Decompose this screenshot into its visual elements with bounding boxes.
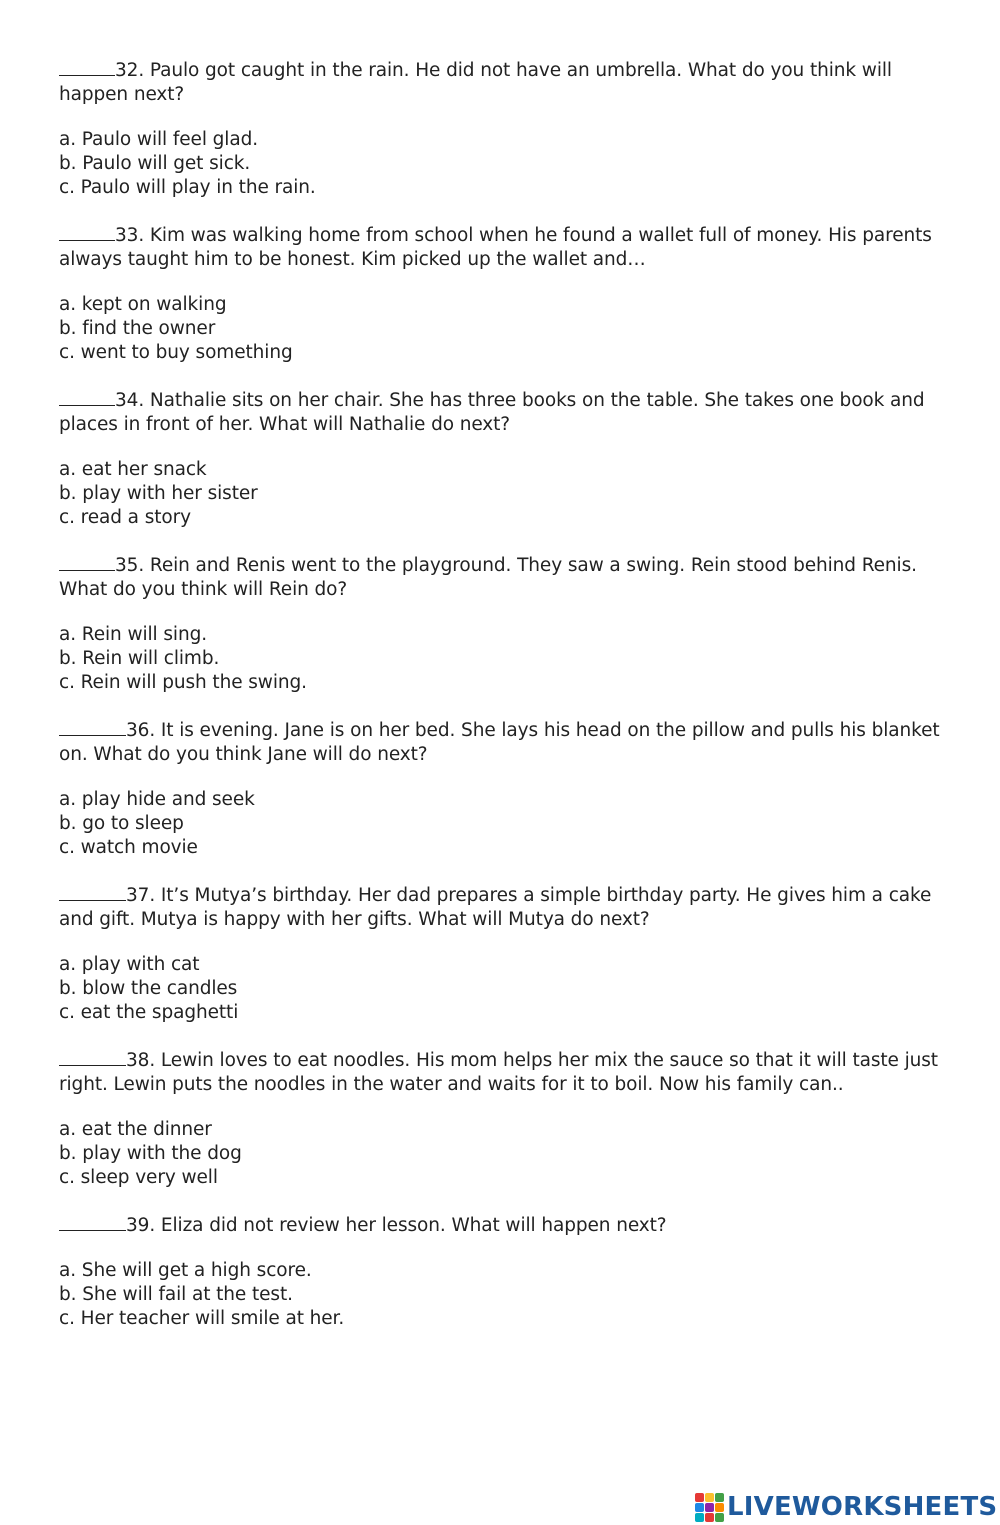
question-text: Eliza did not review her lesson. What will happen next? — [155, 1215, 667, 1236]
option-a: a. Rein will sing. — [59, 624, 208, 645]
question-34 — [59, 388, 949, 530]
question-number: 34. — [115, 390, 145, 411]
answer-blank[interactable] — [59, 58, 115, 76]
option-a: a. play hide and seek — [59, 789, 255, 810]
options-list — [59, 953, 949, 1025]
question-38 — [59, 1048, 949, 1190]
logo-tile — [695, 1493, 704, 1502]
option-b: b. Paulo will get sick. — [59, 153, 251, 174]
question-33 — [59, 223, 949, 365]
option-c: c. sleep very well — [59, 1167, 218, 1188]
question-text: Rein and Renis went to the playground. They saw a swing. Rein stood behind Renis. What do you think will Rein do? — [59, 555, 917, 600]
logo-text: LIVEWORKSHEETS — [727, 1492, 998, 1522]
answer-blank[interactable] — [59, 388, 115, 406]
question-prompt — [59, 223, 949, 272]
answer-blank[interactable] — [59, 718, 126, 736]
option-c: c. went to buy something — [59, 342, 293, 363]
question-37 — [59, 883, 949, 1025]
question-39 — [59, 1213, 949, 1331]
question-text: Lewin loves to eat noodles. His mom helps her mix the sauce so that it will taste just right. Lewin puts the noodles in the water and waits for it to boil. Now his family can.. — [59, 1050, 938, 1095]
logo-tile — [695, 1503, 704, 1512]
question-text: It is evening. Jane is on her bed. She lays his head on the pillow and pulls his blanket on. What do you think Jane will do next? — [59, 720, 940, 765]
options-list — [59, 128, 949, 200]
question-prompt — [59, 883, 949, 932]
liveworksheets-logo — [695, 1490, 997, 1524]
option-a: a. kept on walking — [59, 294, 227, 315]
option-b: b. Rein will climb. — [59, 648, 220, 669]
option-b: b. play with the dog — [59, 1143, 242, 1164]
question-text: Kim was walking home from school when he found a wallet full of money. His parents always taught him to be honest. Kim picked up the wallet and… — [59, 225, 932, 270]
question-prompt — [59, 553, 949, 602]
question-36 — [59, 718, 949, 860]
question-prompt — [59, 388, 949, 437]
option-c: c. eat the spaghetti — [59, 1002, 239, 1023]
worksheet-content — [59, 58, 949, 1354]
option-c: c. Paulo will play in the rain. — [59, 177, 316, 198]
logo-tile — [705, 1503, 714, 1512]
option-a: a. Paulo will feel glad. — [59, 129, 258, 150]
logo-tile — [705, 1493, 714, 1502]
option-a: a. eat the dinner — [59, 1119, 212, 1140]
options-list — [59, 1259, 949, 1331]
option-b: b. play with her sister — [59, 483, 258, 504]
question-number: 32. — [115, 60, 145, 81]
options-list — [59, 788, 949, 860]
question-number: 38. — [126, 1050, 156, 1071]
option-b: b. go to sleep — [59, 813, 184, 834]
logo-tile — [715, 1493, 724, 1502]
option-c: c. Rein will push the swing. — [59, 672, 307, 693]
logo-tile — [705, 1513, 714, 1522]
question-text: It’s Mutya’s birthday. Her dad prepares a simple birthday party. He gives him a cake and gift. Mutya is happy with her gifts. What will Mutya do next? — [59, 885, 932, 930]
answer-blank[interactable] — [59, 223, 115, 241]
question-35 — [59, 553, 949, 695]
question-text: Nathalie sits on her chair. She has three books on the table. She takes one book and places in front of her. What will Nathalie do next? — [59, 390, 925, 435]
option-b: b. blow the candles — [59, 978, 238, 999]
logo-tile — [695, 1513, 704, 1522]
question-number: 35. — [115, 555, 145, 576]
option-c: c. read a story — [59, 507, 191, 528]
option-b: b. find the owner — [59, 318, 216, 339]
question-number: 39. — [126, 1215, 156, 1236]
option-a: a. play with cat — [59, 954, 200, 975]
option-a: a. eat her snack — [59, 459, 207, 480]
question-number: 37. — [126, 885, 156, 906]
logo-tile — [715, 1513, 724, 1522]
logo-icon — [695, 1493, 724, 1522]
options-list — [59, 1118, 949, 1190]
question-number: 33. — [115, 225, 145, 246]
option-c: c. Her teacher will smile at her. — [59, 1308, 345, 1329]
question-prompt — [59, 58, 949, 107]
question-prompt — [59, 1048, 949, 1097]
question-prompt — [59, 718, 949, 767]
answer-blank[interactable] — [59, 883, 126, 901]
answer-blank[interactable] — [59, 1213, 126, 1231]
question-prompt — [59, 1213, 949, 1238]
options-list — [59, 623, 949, 695]
answer-blank[interactable] — [59, 553, 115, 571]
answer-blank[interactable] — [59, 1048, 126, 1066]
question-text: Paulo got caught in the rain. He did not have an umbrella. What do you think will happen next? — [59, 60, 892, 105]
options-list — [59, 458, 949, 530]
option-b: b. She will fail at the test. — [59, 1284, 293, 1305]
logo-tile — [715, 1503, 724, 1512]
question-number: 36. — [126, 720, 156, 741]
option-c: c. watch movie — [59, 837, 198, 858]
option-a: a. She will get a high score. — [59, 1260, 312, 1281]
options-list — [59, 293, 949, 365]
question-32 — [59, 58, 949, 200]
